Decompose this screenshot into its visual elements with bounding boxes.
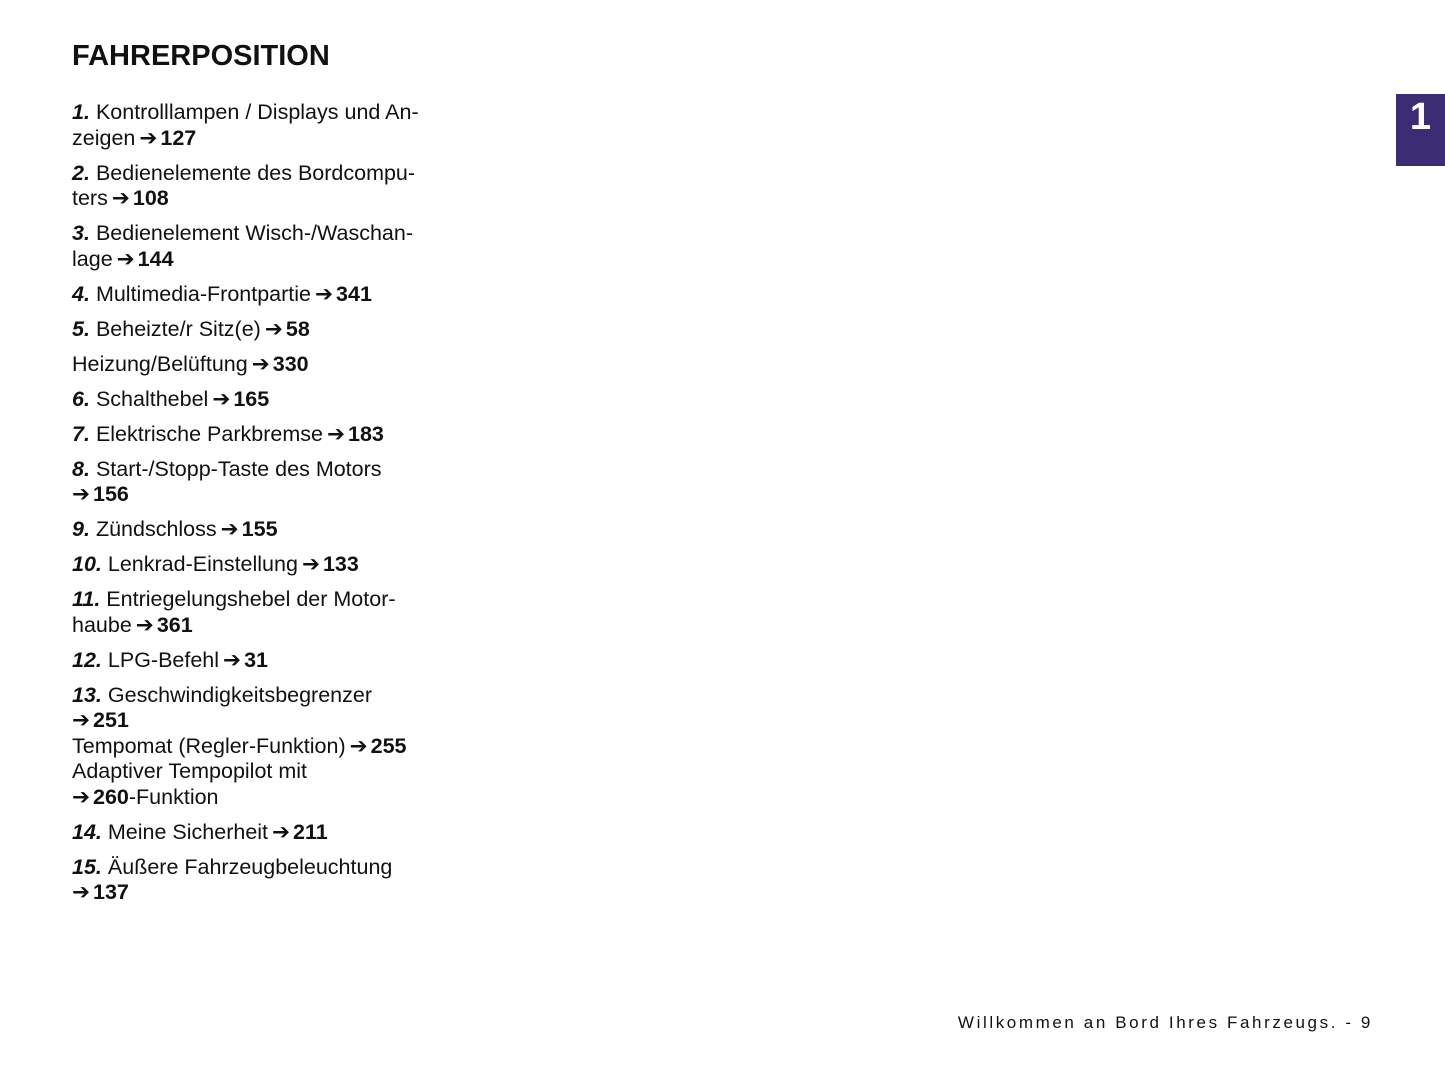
arrow-right-icon: ➔	[72, 880, 91, 904]
list-item-line	[72, 457, 472, 483]
item-label-suffix: -Funktion	[128, 784, 219, 809]
item-number: 2.	[72, 160, 90, 185]
list-item-line	[72, 613, 472, 639]
list-item-line	[72, 317, 472, 343]
item-label: Bedienelement Wisch-/Waschan-	[95, 221, 413, 245]
item-label: Elektrische Parkbremse	[95, 421, 323, 446]
item-label: haube	[72, 612, 132, 637]
item-label: Lenkrad-Einstellung	[107, 552, 298, 576]
item-number: 9.	[72, 517, 90, 541]
item-label: Kontrolllampen / Displays und An-	[95, 100, 419, 124]
arrow-right-icon: ➔	[326, 421, 345, 446]
item-number: 1.	[72, 100, 90, 124]
item-label: Heizung/Belüftung	[72, 351, 248, 376]
item-label: Beheizte/r Sitz(e)	[95, 316, 261, 341]
page-reference-link[interactable]: 137	[93, 880, 129, 904]
list-item	[72, 317, 472, 343]
arrow-right-icon: ➔	[349, 733, 368, 758]
item-label: zeigen	[72, 125, 136, 150]
list-item-line	[72, 517, 472, 543]
list-item	[72, 517, 472, 543]
list-item-line	[72, 352, 472, 378]
list-item-line	[72, 820, 472, 846]
page-reference-link[interactable]: 361	[156, 612, 193, 637]
arrow-right-icon: ➔	[223, 647, 242, 672]
list-item-line	[72, 422, 472, 448]
list-item-line	[72, 247, 472, 273]
page-reference-link[interactable]: 251	[93, 708, 129, 732]
list-item	[72, 387, 472, 413]
list-item-line	[72, 734, 472, 760]
item-label: Bedienelemente des Bordcompu-	[95, 160, 416, 185]
list-item-line	[72, 587, 472, 613]
item-label: Start-/Stopp-Taste des Motors	[95, 456, 382, 481]
list-item-line	[72, 126, 472, 152]
item-label: Multimedia-Frontpartie	[95, 281, 312, 306]
page-reference-link[interactable]: 183	[347, 421, 384, 446]
list-item-line	[72, 387, 472, 413]
item-label: lage	[72, 246, 113, 271]
list-item	[72, 648, 472, 674]
item-label: Äußere Fahrzeugbeleuchtung	[107, 854, 393, 879]
arrow-right-icon: ➔	[139, 125, 158, 150]
page-reference-link[interactable]: 260	[93, 784, 129, 809]
list-item-line	[72, 708, 472, 734]
list-item-line	[72, 683, 472, 709]
item-label: Schalthebel	[95, 386, 209, 411]
arrow-right-icon: ➔	[72, 708, 91, 732]
list-item	[72, 100, 472, 151]
item-label: Entriegelungshebel der Motor-	[106, 587, 396, 611]
control-elements-list	[72, 100, 472, 915]
item-label: Geschwindigkeitsbegrenzer	[107, 682, 373, 707]
page-reference-link[interactable]: 58	[285, 316, 310, 341]
item-label: Zündschloss	[95, 517, 217, 541]
page-footer: Willkommen an Bord Ihres Fahrzeugs. - 9	[957, 1013, 1373, 1032]
arrow-right-icon: ➔	[220, 517, 239, 541]
item-label: Tempomat (Regler-Funktion)	[72, 733, 346, 758]
item-label: Adaptiver Tempopilot mit	[72, 759, 308, 783]
item-number: 5.	[72, 316, 90, 341]
list-item	[72, 552, 472, 578]
arrow-right-icon: ➔	[116, 246, 135, 271]
page-reference-link[interactable]: 156	[93, 482, 129, 506]
arrow-right-icon: ➔	[301, 552, 320, 576]
list-item	[72, 282, 472, 308]
item-number: 3.	[72, 221, 90, 245]
page-reference-link[interactable]: 155	[241, 517, 278, 541]
item-number: 11.	[72, 587, 101, 611]
item-number: 8.	[72, 456, 90, 481]
item-number: 7.	[72, 421, 90, 446]
item-number: 12.	[72, 647, 102, 672]
item-number: 6.	[72, 386, 90, 411]
list-item-line	[72, 880, 472, 906]
arrow-right-icon: ➔	[135, 612, 154, 637]
item-label: Meine Sicherheit	[107, 819, 269, 844]
list-item	[72, 352, 472, 378]
page-reference-link[interactable]: 330	[272, 351, 309, 376]
list-item-line	[72, 221, 472, 247]
arrow-right-icon: ➔	[111, 186, 130, 210]
page-reference-link[interactable]: 133	[322, 552, 359, 576]
arrow-right-icon: ➔	[72, 482, 91, 506]
page-reference-link[interactable]: 211	[293, 819, 328, 844]
item-number: 15.	[72, 854, 102, 879]
item-number: 4.	[72, 281, 90, 306]
arrow-right-icon: ➔	[264, 316, 283, 341]
list-item	[72, 221, 472, 272]
list-item-line	[72, 186, 472, 212]
item-label: LPG-Befehl	[107, 647, 220, 672]
list-item	[72, 422, 472, 448]
list-item-line	[72, 552, 472, 578]
list-item-line	[72, 648, 472, 674]
arrow-right-icon: ➔	[72, 784, 91, 809]
list-item-line	[72, 482, 472, 508]
arrow-right-icon: ➔	[251, 351, 270, 376]
list-item	[72, 820, 472, 846]
list-item	[72, 161, 472, 212]
page-reference-link[interactable]: 255	[370, 733, 407, 758]
arrow-right-icon: ➔	[315, 281, 334, 306]
arrow-right-icon: ➔	[212, 386, 231, 411]
list-item-line	[72, 161, 472, 187]
chapter-number: 1	[1409, 96, 1432, 138]
page-reference-link[interactable]: 108	[132, 186, 169, 210]
list-item-line	[72, 855, 472, 881]
page-reference-link[interactable]: 31	[244, 647, 268, 672]
item-label: ters	[72, 186, 108, 210]
page-title: FAHRERPOSITION	[72, 40, 330, 72]
list-item	[72, 457, 472, 508]
list-item-line	[72, 759, 472, 785]
item-number: 10.	[72, 552, 102, 576]
arrow-right-icon: ➔	[272, 819, 291, 844]
list-item	[72, 587, 472, 638]
list-item-line	[72, 100, 472, 126]
chapter-tab	[1396, 94, 1445, 166]
list-item-line	[72, 785, 472, 811]
item-number: 13.	[72, 682, 102, 707]
page-reference-link[interactable]: 144	[137, 246, 174, 271]
page-reference-link[interactable]: 165	[233, 386, 270, 411]
item-number: 14.	[72, 819, 102, 844]
list-item-line	[72, 282, 472, 308]
page-reference-link[interactable]: 127	[160, 125, 197, 150]
list-item	[72, 683, 472, 811]
list-item	[72, 855, 472, 906]
page-reference-link[interactable]: 341	[336, 281, 372, 306]
